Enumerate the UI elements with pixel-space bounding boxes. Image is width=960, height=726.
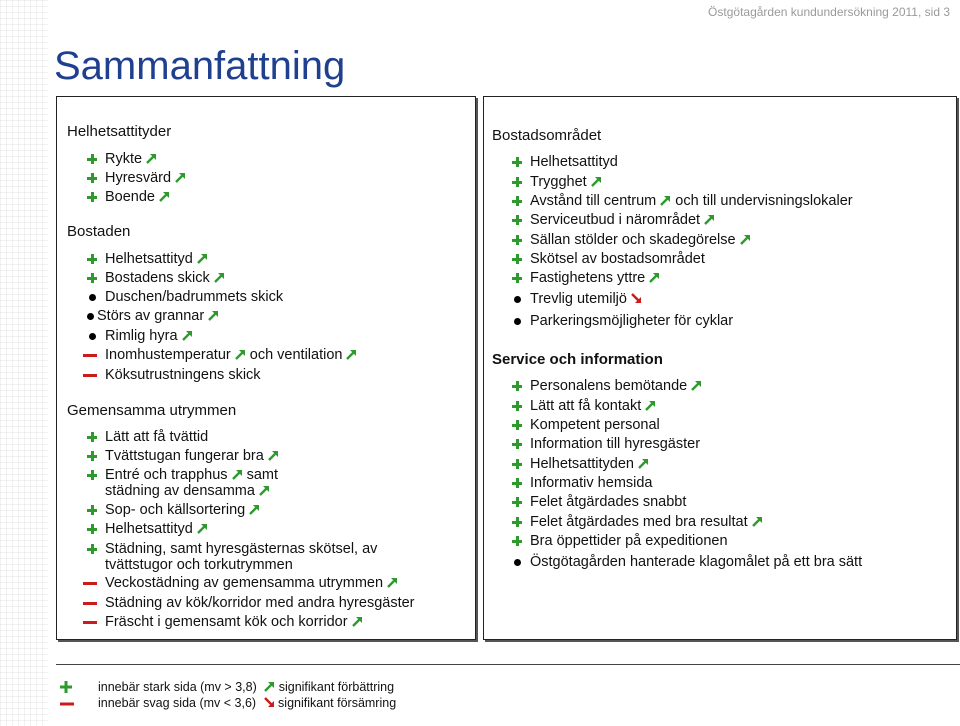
plus-icon (512, 235, 522, 245)
page-title: Sammanfattning (54, 44, 346, 88)
list-item: Trevlig utemiljö (530, 291, 642, 307)
arrow-up-icon (691, 380, 702, 391)
right-summary-panel (483, 96, 957, 640)
arrow-up-icon (175, 172, 186, 183)
plus-icon (512, 401, 522, 411)
bullet-dot-icon (512, 316, 522, 326)
list-item: Köksutrustningens skick (105, 367, 261, 383)
arrow-up-icon (146, 153, 157, 164)
arrow-up-icon (387, 577, 398, 588)
list-item: Lätt att få tvättid (105, 429, 208, 445)
list-item: Sällan stölder och skadegörelse (530, 232, 751, 248)
legend-improvement-label: signifikant förbättring (278, 680, 395, 694)
arrow-up-icon (264, 681, 275, 692)
plus-icon (87, 273, 97, 283)
list-item: Trygghet (530, 174, 602, 190)
list-item: Personalens bemötande (530, 378, 702, 394)
bullet-dot-icon (87, 331, 97, 341)
plus-icon (512, 459, 522, 469)
minus-icon (87, 370, 97, 380)
minus-icon (87, 350, 97, 360)
arrow-up-icon (208, 310, 219, 321)
list-item: Östgötagården hanterade klagomålet på ett bra sätt (530, 554, 862, 570)
legend-deterioration-label: signifikant försämring (278, 696, 397, 710)
minus-icon (87, 578, 97, 588)
list-item: Hyresvärd (105, 170, 186, 186)
list-item: Helhetsattityden (530, 456, 649, 472)
arrow-up-icon (268, 450, 279, 461)
plus-icon (87, 192, 97, 202)
minus-icon (87, 598, 97, 608)
list-item: Avstånd till centrum och till undervisningslokaler (530, 193, 853, 209)
list-item: Bostadens skick (105, 270, 225, 286)
plus-icon (512, 177, 522, 187)
minus-icon (87, 617, 97, 627)
list-item: Serviceutbud i närområdet (530, 212, 715, 228)
list-item: Störs av grannar (97, 308, 219, 324)
heading-helhetsattityder: Helhetsattityder (67, 123, 172, 140)
arrow-up-icon (660, 195, 671, 206)
list-item: Informativ hemsida (530, 475, 653, 491)
list-item: Städning av kök/korridor med andra hyresgäster (105, 595, 415, 611)
arrow-up-icon (214, 272, 225, 283)
plus-icon (512, 273, 522, 283)
heading-bostaden: Bostaden (67, 223, 131, 240)
arrow-up-icon (197, 253, 208, 264)
arrow-up-icon (740, 234, 751, 245)
list-item: Skötsel av bostadsområdet (530, 251, 705, 267)
list-item: Inomhustemperatur och ventilation (105, 347, 357, 363)
arrow-up-icon (649, 272, 660, 283)
arrow-down-icon (631, 293, 642, 304)
list-item: Felet åtgärdades snabbt (530, 494, 686, 510)
plus-icon (512, 439, 522, 449)
list-item: Helhetsattityd (105, 521, 208, 537)
plus-icon (87, 524, 97, 534)
bullet-dot-icon (512, 557, 522, 567)
arrow-up-icon (645, 400, 656, 411)
plus-icon (512, 381, 522, 391)
list-item: Fräscht i gemensamt kök och korridor (105, 614, 363, 630)
list-item: Bra öppettider på expeditionen (530, 533, 728, 549)
grid-background (0, 0, 48, 726)
arrow-up-icon (259, 485, 270, 496)
list-item: Duschen/badrummets skick (105, 289, 283, 305)
list-item: Helhetsattityd (530, 154, 618, 170)
plus-icon (87, 254, 97, 264)
plus-icon (87, 173, 97, 183)
legend-weak-label: innebär svag sida (mv < 3,6) (98, 696, 257, 710)
heading-gemensamma-utrymmen: Gemensamma utrymmen (67, 402, 237, 419)
list-item: Kompetent personal (530, 417, 660, 433)
list-item: Rykte (105, 151, 157, 167)
legend-minus-icon (60, 697, 72, 709)
plus-icon (512, 157, 522, 167)
arrow-up-icon (159, 191, 170, 202)
list-item: Helhetsattityd (105, 251, 208, 267)
left-summary-panel (56, 96, 476, 640)
plus-icon (87, 505, 97, 515)
plus-icon (512, 497, 522, 507)
legend-strong-label: innebär stark sida (mv > 3,8) (98, 680, 257, 694)
plus-icon (512, 517, 522, 527)
arrow-up-icon (752, 516, 763, 527)
arrow-up-icon (704, 214, 715, 225)
arrow-up-icon (352, 616, 363, 627)
arrow-up-icon (591, 176, 602, 187)
plus-icon (512, 196, 522, 206)
plus-icon (512, 536, 522, 546)
heading-service-och-information: Service och information (492, 351, 663, 368)
bullet-dot-icon (87, 292, 97, 302)
list-item: Veckostädning av gemensamma utrymmen (105, 575, 398, 591)
bullet-dot-icon (512, 294, 522, 304)
list-item: Felet åtgärdades med bra resultat (530, 514, 763, 530)
list-item: Boende (105, 189, 170, 205)
plus-icon (87, 544, 97, 554)
arrow-up-icon (346, 349, 357, 360)
plus-icon (512, 254, 522, 264)
list-item: Tvättstugan fungerar bra (105, 448, 279, 464)
legend-row-weak (98, 696, 396, 710)
list-item: Entré och trapphus samt städning av densamma (105, 467, 278, 499)
arrow-up-icon (182, 330, 193, 341)
plus-icon (87, 432, 97, 442)
divider (56, 664, 960, 665)
bullet-dot-icon (85, 311, 95, 321)
list-item: Sop- och källsortering (105, 502, 260, 518)
page-header-info: Östgötagården kundundersökning 2011, sid 3 (708, 5, 950, 19)
arrow-down-icon (264, 697, 275, 708)
arrow-up-icon (235, 349, 246, 360)
plus-icon (512, 215, 522, 225)
plus-icon (512, 478, 522, 488)
list-item: Information till hyresgäster (530, 436, 700, 452)
plus-icon (87, 451, 97, 461)
plus-icon (87, 470, 97, 480)
list-item: Fastighetens yttre (530, 270, 660, 286)
list-item: Parkeringsmöjligheter för cyklar (530, 313, 733, 329)
heading-bostadsomradet: Bostadsområdet (492, 127, 602, 144)
arrow-up-icon (197, 523, 208, 534)
plus-icon (512, 420, 522, 430)
arrow-up-icon (638, 458, 649, 469)
legend-row-strong (98, 680, 394, 694)
legend-plus-icon (60, 680, 72, 692)
list-item: Städning, samt hyresgästernas skötsel, av tvättstugor och torkutrymmen (105, 541, 377, 573)
list-item: Lätt att få kontakt (530, 398, 656, 414)
arrow-up-icon (232, 469, 243, 480)
arrow-up-icon (249, 504, 260, 515)
list-item: Rimlig hyra (105, 328, 193, 344)
plus-icon (87, 154, 97, 164)
